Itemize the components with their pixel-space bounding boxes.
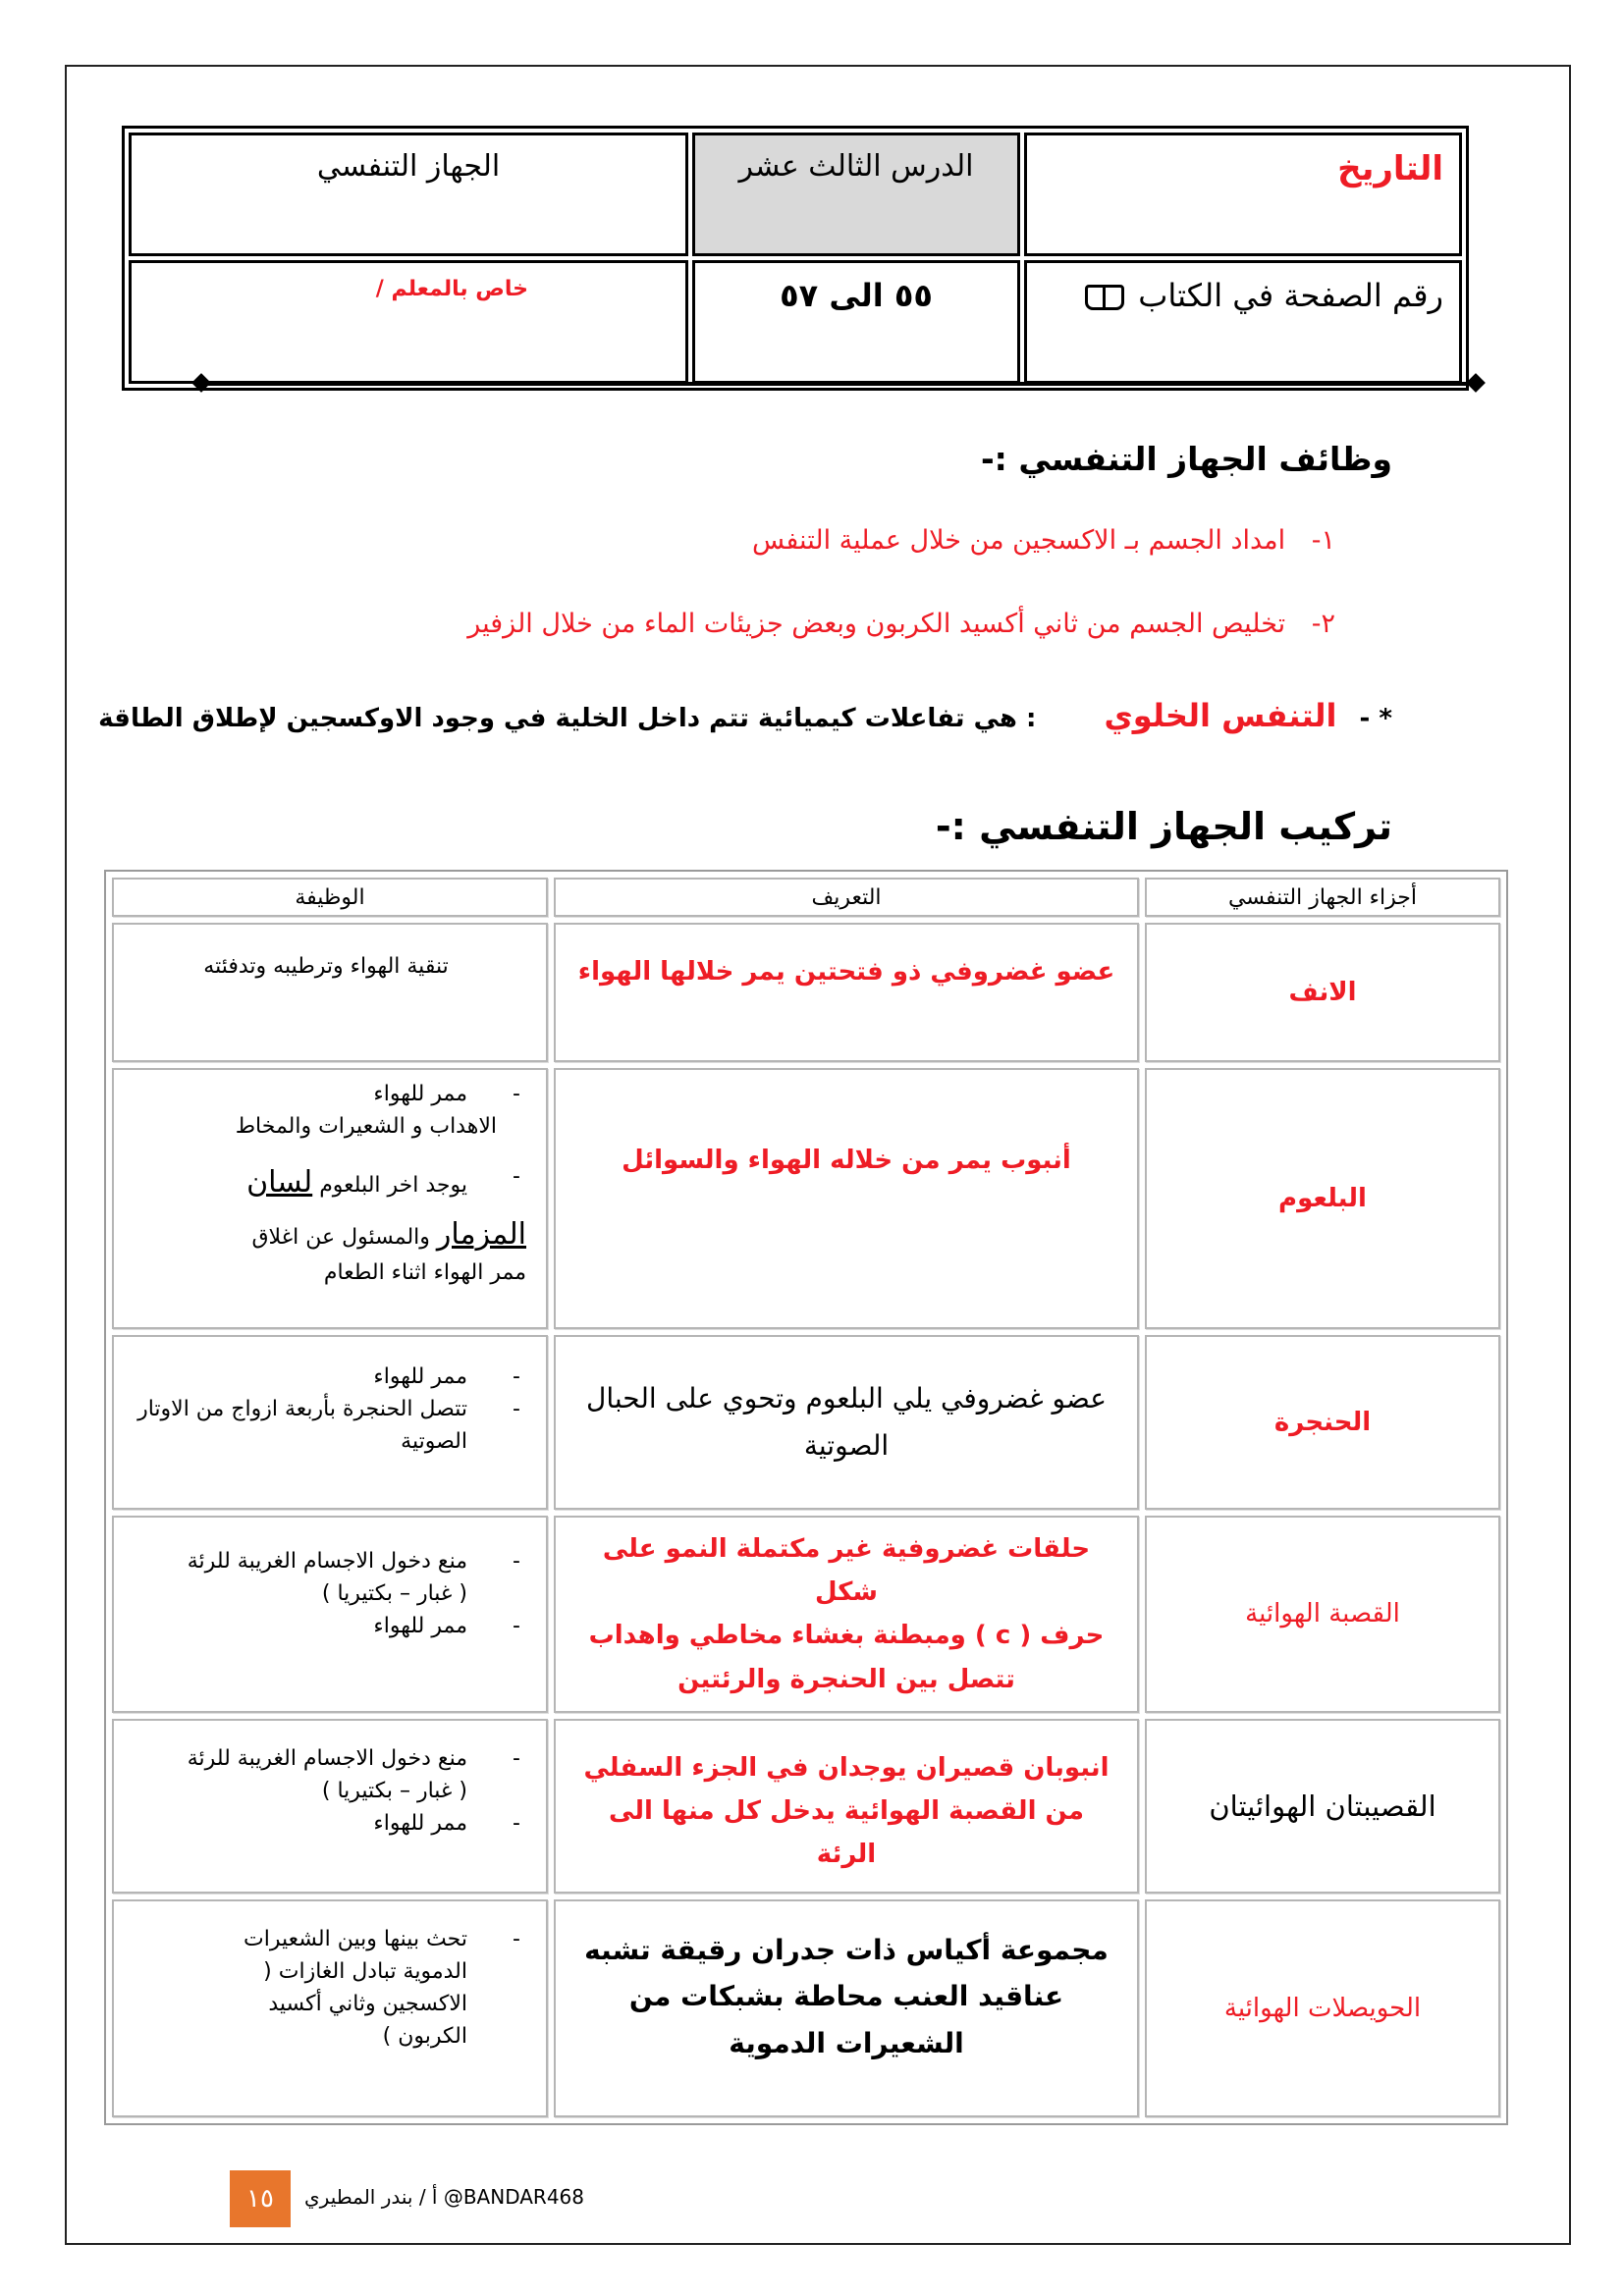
function-item-1-number: ١- [1311,525,1335,556]
bullet-mark: * - [1359,704,1392,733]
function-trachea-1b: ( غبار – بكتيريا ) [321,1581,467,1606]
table-row [112,1516,1500,1713]
book-page-cell [1024,260,1462,384]
table-row [112,1719,1500,1894]
header-definition: التعريف [554,878,1139,917]
function-bronchi [112,1719,548,1894]
lesson-header-table [122,126,1469,391]
function-alveoli-1: - تحث بينها وبين الشعيرات الدموية تبادل الغازات ( الاكسجين وثاني أكسيد الكربون ) [126,1923,526,2053]
function-item-1 [752,525,1335,556]
function-pharynx-1b: الاهداب و الشعيرات والمخاط [235,1114,497,1139]
header-function: الوظيفة [112,878,548,917]
function-item-2 [467,609,1335,639]
function-pharynx-2-cont [126,1212,526,1256]
respiratory-structure-table [104,870,1508,2125]
definition-nose: عضو غضروفي ذو فتحتين يمر خلالها الهواء [554,923,1139,1062]
table-row [112,923,1500,1062]
table-row [112,1335,1500,1510]
function-item-1-text: امداد الجسم بـ الاكسجين من خلال عملية التنفس [751,525,1286,556]
definition-trachea-3: تتصل بين الحنجرة والرئتين [677,1664,1015,1694]
part-pharynx: البلعوم [1145,1068,1500,1329]
definition-pharynx: أنبوب يمر من خلاله الهواء والسوائل [554,1068,1139,1329]
structure-heading: تركيب الجهاز التنفسي :- [935,805,1392,848]
table-row [112,1068,1500,1329]
definition-trachea [554,1516,1139,1713]
function-pharynx-2b: لسان [246,1165,313,1200]
definition-trachea-2: حرف ( c ) ومبطنة بغشاء مخاطي واهداب [588,1621,1105,1651]
function-pharynx-2d: والمسئول عن اغلاق [251,1225,430,1250]
author-credit: أ / بندر المطيري @BANDAR468 [304,2185,584,2209]
table-row [112,1899,1500,2117]
function-trachea-2: - ممر للهواء [126,1610,526,1642]
function-pharynx-2e: ممر الهواء اثناء الطعام [323,1260,526,1285]
function-item-2-text: تخليص الجسم من ثاني أكسيد الكربون وبعض جزيئات الماء من خلال الزفير [467,609,1286,639]
functions-heading: وظائف الجهاز التنفسي :- [980,440,1392,478]
function-larynx-1: - ممر للهواء [126,1361,526,1393]
function-alveoli [112,1899,548,2117]
section-divider [200,382,1477,386]
function-pharynx-1: - ممر للهواء [126,1078,526,1110]
table-header-row [112,878,1500,917]
pages-range: ٥٥ الى ٥٧ [692,260,1020,384]
function-trachea [112,1516,548,1713]
subject-title: الجهاز التنفسي [129,133,688,256]
function-nose: تنقية الهواء وترطيبه وتدفئته [112,923,548,1062]
function-pharynx [112,1068,548,1329]
cellular-respiration-text: : هي تفاعلات كيميائية تتم داخل الخلية في وجود الاوكسجين لإطلاق الطاقة [98,704,1037,733]
function-larynx [112,1335,548,1510]
definition-bronchi: انبوبان قصيران يوجدان في الجزء السفلي من القصبة الهوائية يدخل كل منها الى الرئة [554,1719,1139,1894]
function-pharynx-2 [126,1160,526,1204]
function-larynx-2: - تتصل الحنجرة بأربعة ازواج من الاوتار الصوتية [126,1393,526,1458]
function-pharynx-2a: يوجد اخر البلعوم [319,1173,467,1198]
part-bronchi: القصيبتان الهوائيتان [1145,1719,1500,1894]
page-number-badge: ١٥ [230,2170,291,2227]
function-bronchi-1b: ( غبار – بكتيريا ) [321,1778,467,1803]
part-larynx: الحنجرة [1145,1335,1500,1510]
function-trachea-1: - منع دخول الاجسام الغريبة للرئة [126,1545,526,1577]
function-item-2-number: ٢- [1311,609,1335,639]
part-nose: الانف [1145,923,1500,1062]
cellular-respiration-term: التنفس الخلوي [1104,697,1337,734]
teacher-note: خاص بالمعلم / [129,260,688,384]
header-parts: أجزاء الجهاز التنفسي [1145,878,1500,917]
definition-larynx: عضو غضروفي يلي البلعوم وتحوي على الحبال الصوتية [554,1335,1139,1510]
part-trachea: القصبة الهوائية [1145,1516,1500,1713]
date-label: التاريخ [1024,133,1462,256]
book-page-label: رقم الصفحة في الكتاب [1138,277,1443,314]
part-alveoli: الحويصلات الهوائية [1145,1899,1500,2117]
cellular-respiration-definition [98,697,1392,734]
book-icon [1085,285,1124,310]
function-pharynx-2c: المزمار [436,1217,526,1252]
definition-alveoli: مجموعة أكياس ذات جدران رقيقة تشبه عناقيد العنب محاطة بشبكات من الشعيرات الدموية [554,1899,1139,2117]
lesson-label: الدرس الثالث عشر [692,133,1020,256]
function-bronchi-2: - ممر للهواء [126,1807,526,1840]
definition-trachea-1: حلقات غضروفية غير مكتملة النمو على شكل [602,1534,1091,1608]
function-bronchi-1: - منع دخول الاجسام الغريبة للرئة [126,1742,526,1775]
